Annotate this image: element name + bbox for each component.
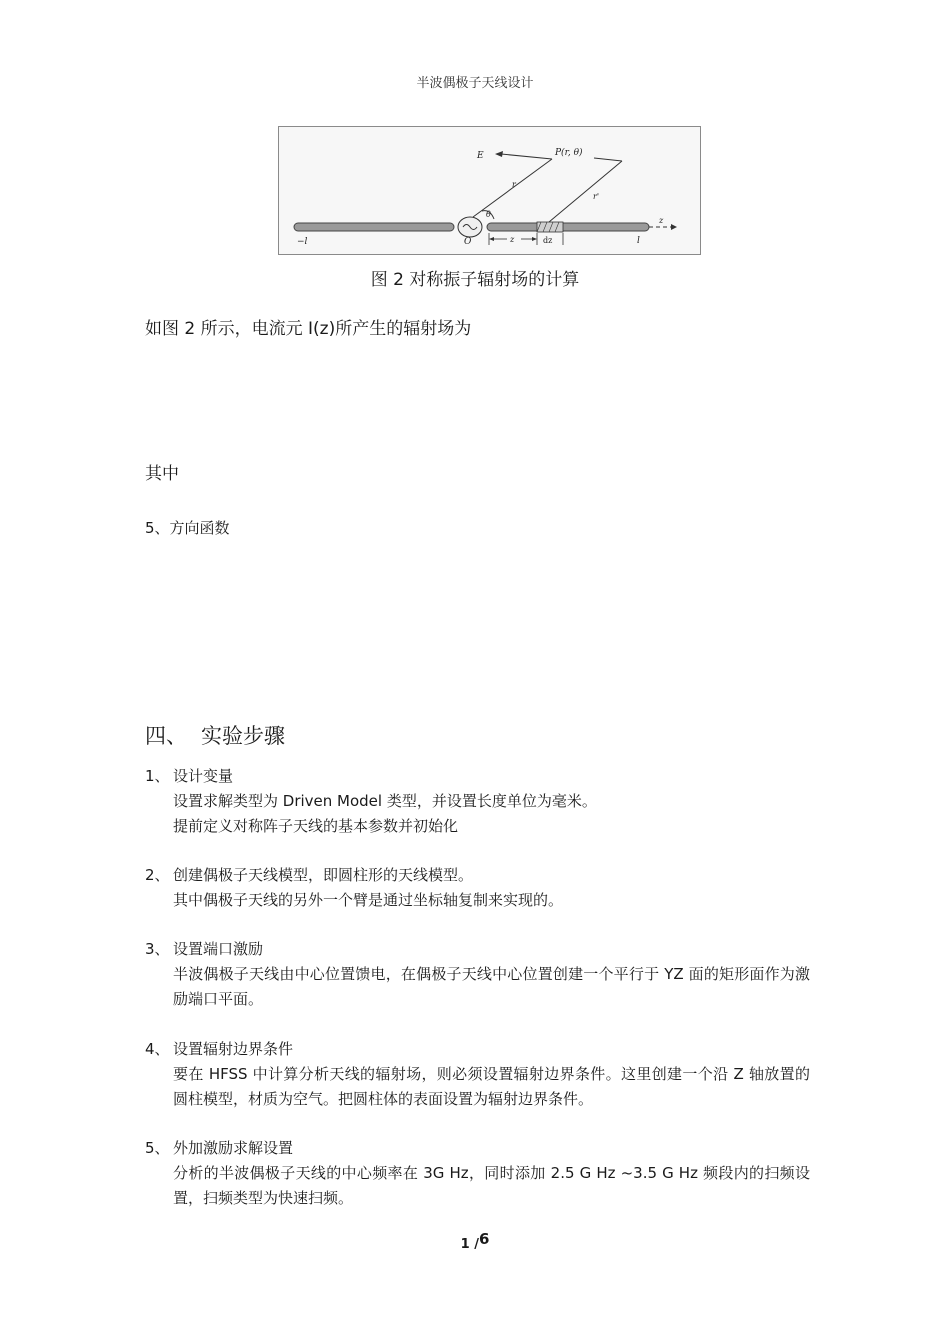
dz-element <box>537 222 563 232</box>
step-3 <box>145 937 810 1012</box>
step-line: 半波偶极子天线由中心位置馈电，在偶极子天线中心位置创建一个平行于 YZ 面的矩形面作为激励端口平面。 <box>173 965 810 1008</box>
label-z-axis: z <box>659 216 664 225</box>
figure-caption: 图 2 对称振子辐射场的计算 <box>370 270 580 290</box>
label-dz: dz <box>543 236 553 245</box>
step-number: 5、 <box>145 1139 170 1157</box>
section-heading <box>145 720 285 750</box>
step-number: 2、 <box>145 866 170 884</box>
step-title: 创建偶极子天线模型，即圆柱形的天线模型。 <box>173 866 474 884</box>
page-number <box>0 1230 950 1252</box>
qizhong-paragraph: 其中 <box>145 464 179 484</box>
page-header: 半波偶极子天线设计 <box>416 76 534 91</box>
label-z-seg: z <box>510 235 515 244</box>
step-line: 要在 HFSS 中计算分析天线的辐射场，则必须设置辐射边界条件。这里创建一个沿 Z 轴放置的圆柱模型，材质为空气。把圆柱体的表面设置为辐射边界条件。 <box>173 1065 810 1108</box>
label-pos-l: l <box>637 236 640 246</box>
dipole-diagram <box>279 127 700 254</box>
step-number: 3、 <box>145 940 170 958</box>
label-r: r <box>512 180 516 189</box>
label-neg-l: −l <box>297 237 308 247</box>
label-r-prime: r' <box>593 192 600 201</box>
step-title: 设计变量 <box>173 767 234 785</box>
step-number: 1、 <box>145 767 170 785</box>
step-5 <box>145 1136 810 1211</box>
label-p: P(r, θ) <box>555 148 583 158</box>
step-line: 其中偶极子天线的另外一个臂是通过坐标轴复制来实现的。 <box>173 891 564 909</box>
step-4 <box>145 1037 810 1112</box>
intro-paragraph: 如图 2 所示，电流元 I(z)所产生的辐射场为 <box>145 319 472 339</box>
step-title: 设置端口激励 <box>173 940 264 958</box>
step-number: 4、 <box>145 1040 170 1058</box>
step-2 <box>145 863 810 913</box>
section-number: 四、 <box>145 724 187 748</box>
step-title: 外加激励求解设置 <box>173 1139 294 1157</box>
step-line: 设置求解类型为 Driven Model 类型，并设置长度单位为毫米。 <box>173 792 597 810</box>
step-line: 提前定义对称阵子天线的基本参数并初始化 <box>173 817 459 835</box>
step-title: 设置辐射边界条件 <box>173 1040 294 1058</box>
section-title: 实验步骤 <box>201 724 285 748</box>
page-separator: / <box>474 1237 479 1252</box>
step-line: 分析的半波偶极子天线的中心频率在 3G Hz，同时添加 2.5 G Hz ~3.5 G Hz 频段内的扫频设置，扫频类型为快速扫频。 <box>173 1164 810 1207</box>
direction-function-heading: 5、方向函数 <box>145 519 230 537</box>
right-arm <box>487 223 649 231</box>
step-1 <box>145 764 810 839</box>
total-pages: 6 <box>478 1230 490 1248</box>
label-origin: O <box>464 237 472 247</box>
label-theta: θ <box>486 210 491 219</box>
left-arm <box>294 223 454 231</box>
label-e: E <box>477 151 484 161</box>
current-page: 1 <box>460 1237 470 1252</box>
dipole-radiation-figure <box>278 126 701 255</box>
